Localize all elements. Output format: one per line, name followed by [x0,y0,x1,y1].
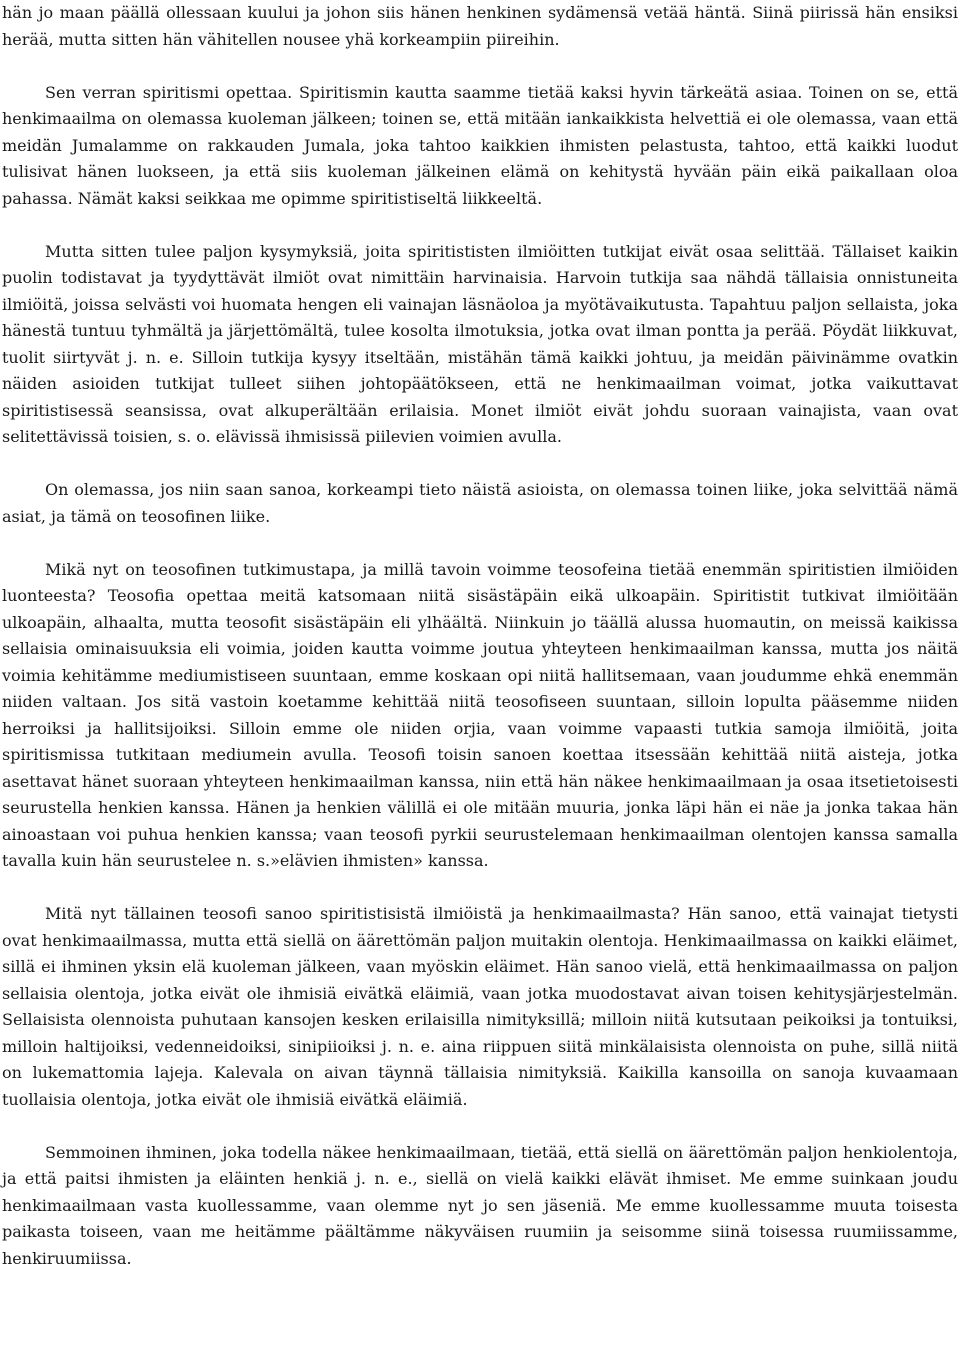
paragraph-higher-knowledge: On olemassa, jos niin saan sanoa, korkeampi tieto näistä asioista, on olemassa toinen liike, joka selvittää nämä asiat, ja tämä on teosofinen liike. [2,480,958,526]
document-page [2,0,958,1272]
paragraph-theosophical-method: Mikä nyt on teosofinen tutkimustapa, ja millä tavoin voimme teosofeina tietää enemmän spiritistien ilmiöiden luonteesta? Teosofia opettaa meitä katsomaan niitä sisästäpäin eikä ulkoapäin. Spiritistit tutkivat ilmiöitään ulkoapäin, alhaalta, mutta teosofit sisästäpäin eli ylhäältä. Niinkuin jo täällä alussa huomautin, on meissä kaikissa sellaisia ominaisuuksia eli voimia, joiden kautta voimme joutua yhteyteen henkimaailman kanssa, mutta jos näitä voimia kehitämme mediumistiseen suuntaan, emme koskaan opi niitä hallitsemaan, vaan joudumme ehkä enemmän niiden valtaan. Jos sitä vastoin koetamme kehittää niitä teosofiseen suuntaan, silloin lopulta pääsemme niiden herroiksi ja hallitsijoiksi. Silloin emme ole niiden orjia, vaan voimme vapaasti tutkia samoja ilmiöitä, joita spiritismissa tutkitaan mediumein avulla. Teosofi toisin sanoen koettaa itsessään kehittää niitä aisteja, jotka asettavat hänet suoraan yhteyteen henkimaailman kanssa, niin että hän näkee henkimaailmaan ja osaa itsetietoisesti seurustella henkien kanssa. Hänen ja henkien välillä ei ole mitään muuria, jonka läpi hän ei näe ja jonka takaa hän ainoastaan voi puhua henkien kanssa; vaan teosofi pyrkii seurustelemaan henkimaailman olentojen kanssa samalla tavalla kuin hän seurustelee n. s.»elävien ihmisten» kanssa. [2,559,958,870]
paragraph-continuation: hän jo maan päällä ollessaan kuului ja johon siis hänen henkinen sydämensä vetää häntä. Siinä piirissä hän ensiksi herää, mutta sitten hän vähitellen nousee yhä korkeampiin piireihin. [2,3,958,49]
paragraph-theosophist-says: Mitä nyt tällainen teosofi sanoo spiritistisistä ilmiöistä ja henkimaailmasta? Hän sanoo, että vainajat tietysti ovat henkimaailmassa, mutta että siellä on äärettömän paljon muitakin olentoja. Henkimaailmassa on kaikki eläimet, sillä ei ihminen yksin elä kuoleman jälkeen, vaan myöskin eläimet. Hän sanoo vielä, että henkimaailmassa on paljon sellaisia olentoja, jotka eivät ole ihmisiä eivätkä eläimiä, vaan jotka muodostavat aivan toisen kehitysjärjestelmän. Sellaisista olennoista puhutaan kansojen kesken erilaisilla nimityksillä; milloin niitä kutsutaan peikoiksi ja tontuiksi, milloin haltijoiksi, vedenneidoiksi, sinipiioiksi j. n. e. aina riippuen siitä minkälaisista olennoista on puhe, sillä niitä on lukemattomia lajeja. Kalevala on aivan täynnä tällaisia nimityksiä. Kaikilla kansoilla on sanoja kuvaamaan tuollaisia olentoja, jotka eivät ole ihmisiä eivätkä eläimiä. [2,904,958,1109]
paragraph-spiritism-teaches: Sen verran spiritismi opettaa. Spiritismin kautta saamme tietää kaksi hyvin tärkeätä asiaa. Toinen on se, että henkimaailma on olemassa kuoleman jälkeen; toinen se, että mitään iankaikkista helvettiä ei ole olemassa, vaan että meidän Jumalamme on rakkauden Jumala, joka tahtoo kaikkien ihmisten pelastusta, tahtoo, että kaikki luodut tulisivat hänen luokseen, ja että siis kuoleman jälkeinen elämä on kehitystä hyvään päin eikä paikallaan oloa pahassa. Nämät kaksi seikkaa me opimme spiritistiseltä liikkeeltä. [2,82,958,208]
paragraph-spirit-world: Semmoinen ihminen, joka todella näkee henkimaailmaan, tietää, että siellä on äärettömän paljon henkiolentoja, ja että paitsi ihmisten ja eläinten henkiä j. n. e., siellä on vielä kaikki elävät ihmiset. Me emme suinkaan joudu henkimaailmaan vasta kuollessamme, vaan olemme nyt jo sen jäseniä. Me emme kuollessamme muuta toisesta paikasta toiseen, vaan me heitämme päältämme näkyväisen ruumiin ja seisomme siinä toisessa ruumiissamme, henkiruumiissa. [2,1142,958,1268]
paragraph-questions: Mutta sitten tulee paljon kysymyksiä, joita spiritististen ilmiöitten tutkijat eivät osaa selittää. Tällaiset kaikin puolin todistavat ja tyydyttävät ilmiöt ovat nimittäin harvinaisia. Harvoin tutkija saa nähdä tällaisia onnistuneita ilmiöitä, joissa selvästi voi huomata hengen eli vainajan läsnäoloa ja myötävaikutusta. Tapahtuu paljon sellaista, joka hänestä tuntuu tyhmältä ja järjettömältä, tulee kosolta ilmotuksia, jotka ovat ilman pontta ja perää. Pöydät liikkuvat, tuolit siirtyvät j. n. e. Silloin tutkija kysyy itseltään, mistähän tämä kaikki johtuu, ja meidän päivinämme ovatkin näiden asioiden tutkijat tulleet siihen johtopäätökseen, että ne henkimaailman voimat, jotka vaikuttavat spiritistisessä seansissa, ovat alkuperältään erilaisia. Monet ilmiöt eivät johdu suoraan vainajista, vaan ovat selitettävissä toisien, s. o. elävissä ihmisissä piilevien voimien avulla. [2,241,958,446]
